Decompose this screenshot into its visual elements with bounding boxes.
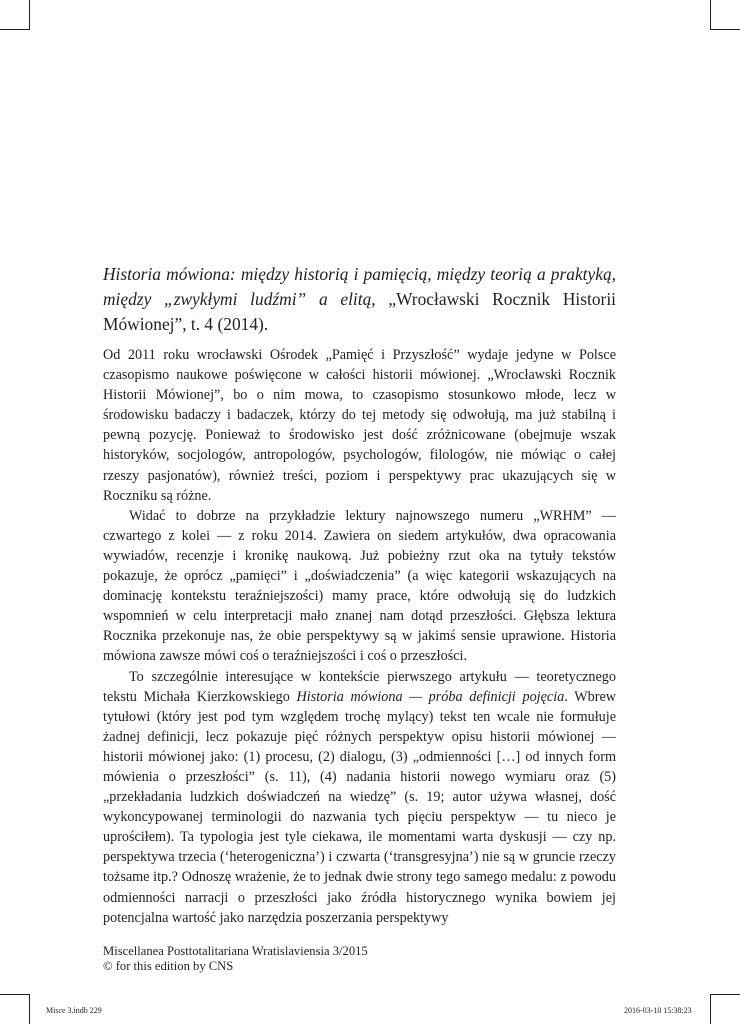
slug-timestamp: 2016-03-10 15:38:23 [624,1006,692,1015]
journal-info: Miscellanea Posttotalitariana Wratislaviensia 3/2015 [103,944,368,958]
paragraph-2: Widać to dobrze na przykładzie lektury najnowszego numeru „WRHM” — czwartego z kolei — z roku 2014. Zawiera on siedem artykułów, dwa opracowania wywiadów, recenzje i kronikę naukową. Już pobieżny rzut oka na tytuły tekstów pokazuje, że oprócz „pamięci” i „doświadczenia” (a więc kategorii wskazujących na dominację kontekstu teraźniejszości) mamy prace, które odwołują się do ludzkich wspomnień w celu interpretacji mało znanej nam dotąd przeszłości. Głębsza lektura Rocznika przekonuje nas, że obie perspektywy są w jakimś sensie uprawione. Historia mówiona zawsze mówi coś o teraźniejszości i coś o przeszłości. [103,507,616,665]
paragraph-3-start: To szczególnie interesujące w kontekście pierwszego artykułu — teoretycznego tekstu Michała Kierzkowskiego [103,668,616,705]
review-body [103,345,616,928]
page-footer [103,944,503,974]
paragraph-1: Od 2011 roku wrocławski Ośrodek „Pamięć i Przyszłość” wydaje jedyne w Polsce czasopismo naukowe poświęcone w całości historii mówionej. „Wrocławski Rocznik Historii Mówionej”, bo o nim mowa, to czasopismo stosunkowo młode, lecz w środowisku badaczy i badaczek, którzy do tej metody się odwołują, ma już stabilną i pewną pozycję. Ponieważ to środowisko jest dość zróżnicowane (obejmuje wszak historyków, socjologów, antropologów, psychologów, filologów, nie mówiąc o całej rzeszy pasjonatów), również treści, poziom i perspektywy prac ukazujących się w Roczniku są różne. [103,347,616,504]
copyright-notice: © for this edition by CNS [103,959,234,973]
crop-mark-bottom-right-horizontal [710,994,740,995]
crop-mark-bottom-right-vertical [710,994,711,1024]
crop-mark-bottom-left-horizontal [0,994,30,995]
paragraph-3 [103,667,616,928]
paragraph-3-end: . Wbrew tytułowi (który jest pod tym względem trochę mylący) tekst ten wcale nie formułuje żadnej definicji, lecz pokazuje pięć różnych perspektyw opisu historii mówionej — historii mówionej jako: (1) procesu, (2) dialogu, (3) „odmienności […] od innych form mówienia o przeszłości” (s. 11), (4) nadania historii nowego wymiaru oraz (5) „przekładania ludzkich doświadczeń na wiedzę” (s. 19; autor używa własnej, dość wykoncypowanej terminologii do nazwania tych pięciu perspektyw — tu nieco je uprościłem). Ta typologia jest tyle ciekawa, ile momentami warta dyskusji — czy np. perspektywa trzecia (‘heterogeniczna’) i czwarta (‘transgresyjna’) nie są w gruncie rzeczy tożsame itp.? Odnoszę wrażenie, że to jednak dwie strony tego samego medalu: z powodu odmienności narracji o przeszłości jako źródła historycznego wynika bowiem jej potencjalna wartość jako narzędzia poszerzania perspektywy [103,688,616,926]
cited-article-title: Historia mówiona — próba definicji pojęcia [296,688,565,705]
crop-mark-bottom-left-vertical [29,994,30,1024]
crop-mark-top-left-horizontal [0,29,30,30]
reviewed-work-title: Historia mówiona: między historią i pamięcią, między teorią a praktyką, między „zwykłymi ludźmi” a elitą, [103,264,616,309]
crop-mark-top-right-vertical [710,0,711,30]
crop-mark-top-right-horizontal [710,29,740,30]
review-citation [103,262,616,337]
crop-mark-top-left-vertical [29,0,30,30]
slug-file: Misce 3.indb 229 [46,1006,102,1015]
publication-info: „Wrocławski Rocznik Historii Mówionej”, t. 4 (2014). [103,289,616,334]
